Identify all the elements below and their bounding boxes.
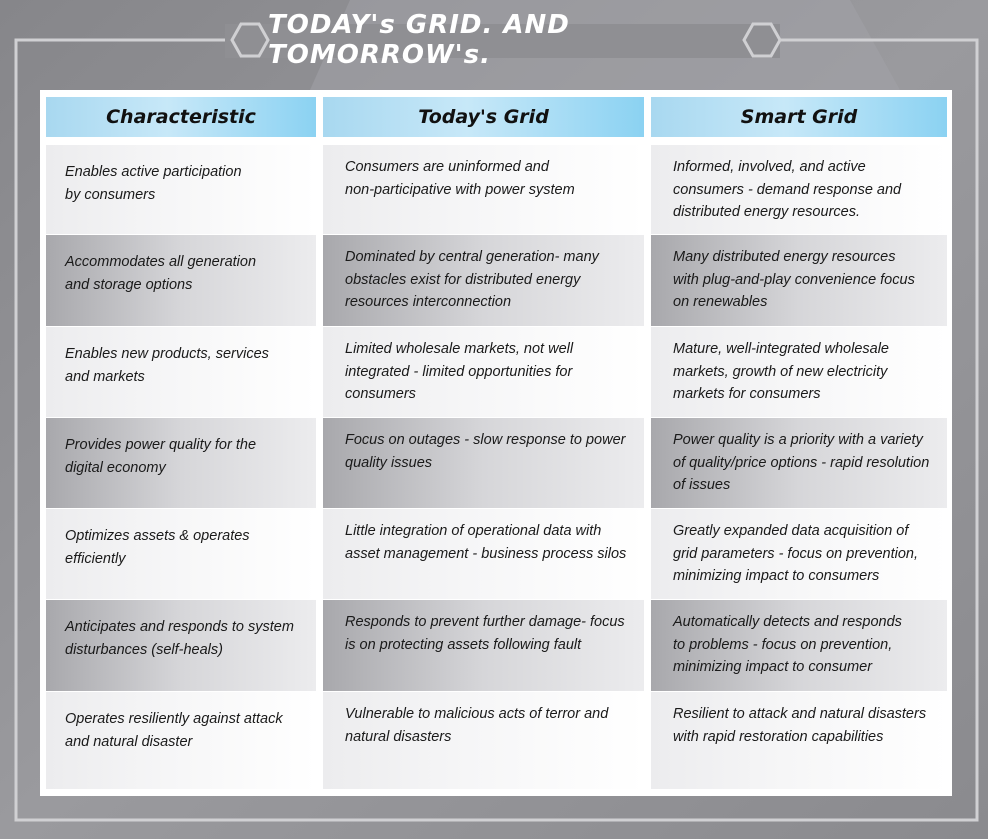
table-cell-characteristic xyxy=(46,235,316,326)
table-cell-today xyxy=(323,600,644,691)
page-title: TODAY's GRID. AND TOMORROW's. xyxy=(268,10,570,70)
table-cell-today xyxy=(323,145,644,234)
table-cell-smart xyxy=(651,600,947,691)
cell-text-line: Focus on outages - slow response to power xyxy=(345,432,626,448)
table-cell-characteristic xyxy=(46,509,316,599)
cell-text-line: Anticipates and responds to system xyxy=(65,619,294,635)
cell-text-line: Resilient to attack and natural disasters xyxy=(673,706,927,722)
table-cell-smart xyxy=(651,418,947,508)
cell-text-line: and natural disaster xyxy=(65,733,193,750)
cell-text-line: non-participative with power system xyxy=(345,181,575,198)
table-cell-today xyxy=(323,418,644,508)
cell-text-line: markets for consumers xyxy=(673,386,821,402)
cell-text-line: Little integration of operational data with xyxy=(345,523,602,539)
cell-text-line: and storage options xyxy=(65,276,193,293)
cell-text-line: asset management - business process silos xyxy=(345,545,627,562)
cell-text-line: minimizing impact to consumers xyxy=(673,568,880,584)
cell-text-line: Enables new products, services xyxy=(65,346,269,362)
comparison-table xyxy=(40,90,952,796)
cell-text-line: minimizing impact to consumer xyxy=(673,659,873,675)
table-cell-characteristic xyxy=(46,418,316,508)
table-cell-today xyxy=(323,509,644,599)
cell-text-line: grid parameters - focus on prevention, xyxy=(673,545,919,562)
cell-text-line: with plug-and-play convenience focus xyxy=(673,271,915,288)
table-cell-smart xyxy=(651,692,947,789)
cell-text-line: Enables active participation xyxy=(65,164,242,180)
table-cell-smart xyxy=(651,509,947,599)
cell-text-line: resources interconnection xyxy=(345,294,512,310)
cell-text-line: Operates resiliently against attack xyxy=(65,711,283,727)
cell-text-line: Mature, well-integrated wholesale xyxy=(673,341,889,357)
cell-text-line: consumers - demand response and xyxy=(673,181,902,198)
table-cell-characteristic xyxy=(46,327,316,417)
table-cell-characteristic xyxy=(46,600,316,691)
cell-text-line: Accommodates all generation xyxy=(65,254,257,270)
cell-text-line: natural disasters xyxy=(345,728,452,745)
cell-text-line: with rapid restoration capabilities xyxy=(673,728,884,745)
cell-text-line: Optimizes assets & operates xyxy=(65,528,250,544)
cell-text-line: to problems - focus on prevention, xyxy=(673,636,893,653)
column-header-characteristic: Characteristic xyxy=(46,97,316,137)
cell-text-line: and markets xyxy=(65,368,145,385)
cell-text-line: Many distributed energy resources xyxy=(673,249,896,265)
table-cell-today xyxy=(323,327,644,417)
cell-text-line: Power quality is a priority with a variety xyxy=(673,432,923,448)
cell-text-line: Limited wholesale markets, not well xyxy=(345,341,574,357)
cell-text-line: consumers xyxy=(345,386,416,402)
cell-text-line: obstacles exist for distributed energy xyxy=(345,271,581,288)
cell-text-line: by consumers xyxy=(65,186,156,203)
cell-text-line: Greatly expanded data acquisition of xyxy=(673,523,909,539)
cell-text-line: efficiently xyxy=(65,550,126,567)
column-header-smart: Smart Grid xyxy=(651,97,947,137)
cell-text-line: Consumers are uninformed and xyxy=(345,159,549,175)
cell-text-line: is on protecting assets following fault xyxy=(345,636,582,653)
table-cell-smart xyxy=(651,235,947,326)
cell-text-line: Automatically detects and responds xyxy=(673,614,902,630)
cell-text-line: disturbances (self-heals) xyxy=(65,641,223,658)
cell-text-line: of quality/price options - rapid resolution xyxy=(673,454,930,471)
table-cell-characteristic xyxy=(46,145,316,234)
cell-text-line: Informed, involved, and active xyxy=(673,159,866,175)
table-cell-smart xyxy=(651,145,947,234)
cell-text-line: Responds to prevent further damage- focus xyxy=(345,614,625,630)
cell-text-line: distributed energy resources. xyxy=(673,204,860,220)
table-cell-today xyxy=(323,235,644,326)
cell-text-line: Provides power quality for the xyxy=(65,437,257,453)
table-cell-smart xyxy=(651,327,947,417)
cell-text-line: on renewables xyxy=(673,294,768,310)
cell-text-line: Dominated by central generation- many xyxy=(345,249,599,265)
table-cell-today xyxy=(323,692,644,789)
cell-text-line: of issues xyxy=(673,477,731,493)
table-cell-characteristic xyxy=(46,692,316,789)
column-header-today: Today's Grid xyxy=(323,97,644,137)
cell-text-line: digital economy xyxy=(65,459,166,476)
cell-text-line: quality issues xyxy=(345,454,433,471)
cell-text-line: Vulnerable to malicious acts of terror and xyxy=(345,706,609,722)
cell-text-line: integrated - limited opportunities for xyxy=(345,363,573,380)
cell-text-line: markets, growth of new electricity xyxy=(673,363,888,380)
